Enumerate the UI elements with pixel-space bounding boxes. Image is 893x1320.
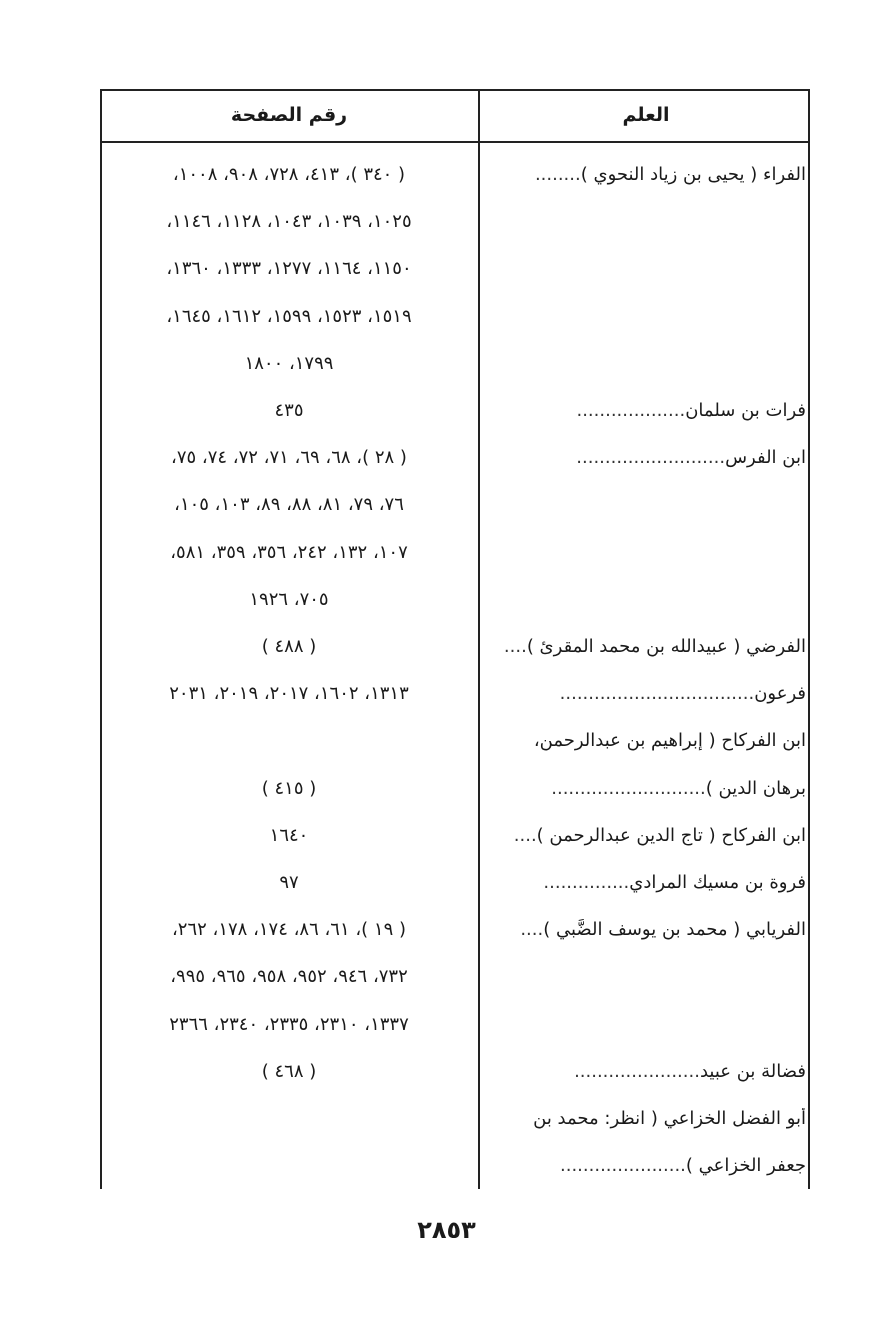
page-refs: ٧٦، ٧٩، ٨١، ٨٨، ٨٩، ١٠٣، ١٠٥، — [174, 494, 404, 516]
entry-name-text: فرات بن سلمان — [685, 400, 806, 421]
page-refs: ( ١٩ )، ٦١، ٨٦، ١٧٤، ١٧٨، ٢٦٢، — [171, 919, 407, 941]
page-refs: ( ٣٤٠ )، ٤١٣، ٧٢٨، ٩٠٨، ١٠٠٨، — [172, 164, 406, 185]
entry-name — [486, 825, 806, 846]
leader-dots: ................... — [576, 400, 686, 421]
entry-name — [486, 778, 806, 799]
entry-name — [486, 1108, 806, 1129]
entry-name — [486, 1061, 806, 1082]
page-refs: ١٥١٩، ١٥٢٣، ١٥٩٩، ١٦١٢، ١٦٤٥، — [166, 305, 412, 327]
page-refs: ( ٢٨ )، ٦٨، ٦٩، ٧١، ٧٢، ٧٤، ٧٥، — [171, 447, 407, 469]
page-number: ٢٨٥٣ — [417, 1216, 476, 1244]
header-name: العلم — [622, 104, 670, 126]
entry-name-text: ابن الفركاح ( تاج الدين عبدالرحمن ) — [536, 824, 806, 846]
header-pages: رقم الصفحة — [230, 104, 348, 126]
page-refs: ٩٧ — [279, 872, 299, 893]
entry-name-text: ابن الفرس — [725, 447, 806, 469]
entry-name — [486, 730, 806, 751]
entry-name-text: الفرضي ( عبيدالله بن محمد المقرئ ) — [526, 636, 806, 657]
page-refs: ٧٠٥، ١٩٢٦ — [249, 588, 329, 610]
header-bottom-border — [100, 141, 810, 143]
page-refs: ١٦٤٠ — [269, 824, 309, 846]
entry-name-text: الفراء ( يحيى بن زياد النحوي ) — [580, 164, 806, 185]
entry-name — [486, 683, 806, 704]
leader-dots: ...................... — [560, 1155, 686, 1177]
leader-dots: .......................... — [576, 447, 726, 469]
entry-name — [486, 447, 806, 468]
entry-name — [486, 400, 806, 421]
page-refs: ١٣٣٧، ٢٣١٠، ٢٣٣٥، ٢٣٤٠، ٢٣٦٦ — [169, 1013, 409, 1035]
leader-dots: ............... — [543, 872, 630, 893]
leader-dots: .... — [513, 824, 537, 846]
leader-dots: ........................... — [551, 777, 706, 799]
page-refs: ١٠٢٥، ١٠٣٩، ١٠٤٣، ١١٢٨، ١١٤٦، — [166, 211, 412, 233]
leader-dots: ...................... — [574, 1060, 700, 1082]
entry-name — [486, 636, 806, 657]
leader-dots: .................................. — [559, 683, 755, 705]
entry-name-text: أبو الفضل الخزاعي ( انظر: محمد بن — [533, 1108, 806, 1129]
leader-dots: .... — [520, 919, 544, 941]
page-refs: ٧٣٢، ٩٤٦، ٩٥٢، ٩٥٨، ٩٦٥، ٩٩٥، — [170, 966, 408, 988]
page-refs: ١١٥٠، ١١٦٤، ١٢٧٧، ١٣٣٣، ١٣٦٠، — [166, 258, 412, 280]
entry-name — [486, 919, 806, 940]
page-refs: ١٠٧، ١٣٢، ٢٤٢، ٣٥٦، ٣٥٩، ٥٨١، — [170, 541, 408, 563]
entry-name-text: فروة بن مسيك المرادي — [629, 872, 806, 893]
entry-name-text: برهان الدين ) — [705, 777, 806, 799]
page-refs: ٤٣٥ — [274, 400, 304, 421]
page-refs: ( ٤٨٨ ) — [261, 636, 317, 657]
table-right-border — [808, 89, 810, 1189]
entry-name — [486, 1155, 806, 1176]
column-divider — [478, 89, 480, 1189]
page-refs: ( ٤١٥ ) — [261, 777, 317, 799]
entry-name-text: الفريابي ( محمد بن يوسف الضَّبي ) — [543, 919, 806, 941]
entry-name-text: فرعون — [754, 683, 806, 705]
index-table — [100, 89, 810, 1189]
entry-name — [486, 164, 806, 185]
entry-name-text: فضالة بن عبيد — [699, 1060, 806, 1082]
page-refs: ( ٤٦٨ ) — [261, 1060, 317, 1082]
entry-name-text: ابن الفركاح ( إبراهيم بن عبدالرحمن، — [533, 730, 806, 752]
leader-dots: .... — [503, 636, 527, 657]
page-refs: ١٧٩٩، ١٨٠٠ — [244, 352, 334, 374]
entry-name — [486, 872, 806, 893]
leader-dots: ........ — [534, 164, 581, 185]
entry-name-text: جعفر الخزاعي ) — [685, 1155, 806, 1177]
page-refs: ١٣١٣، ١٦٠٢، ٢٠١٧، ٢٠١٩، ٢٠٣١ — [169, 683, 409, 705]
